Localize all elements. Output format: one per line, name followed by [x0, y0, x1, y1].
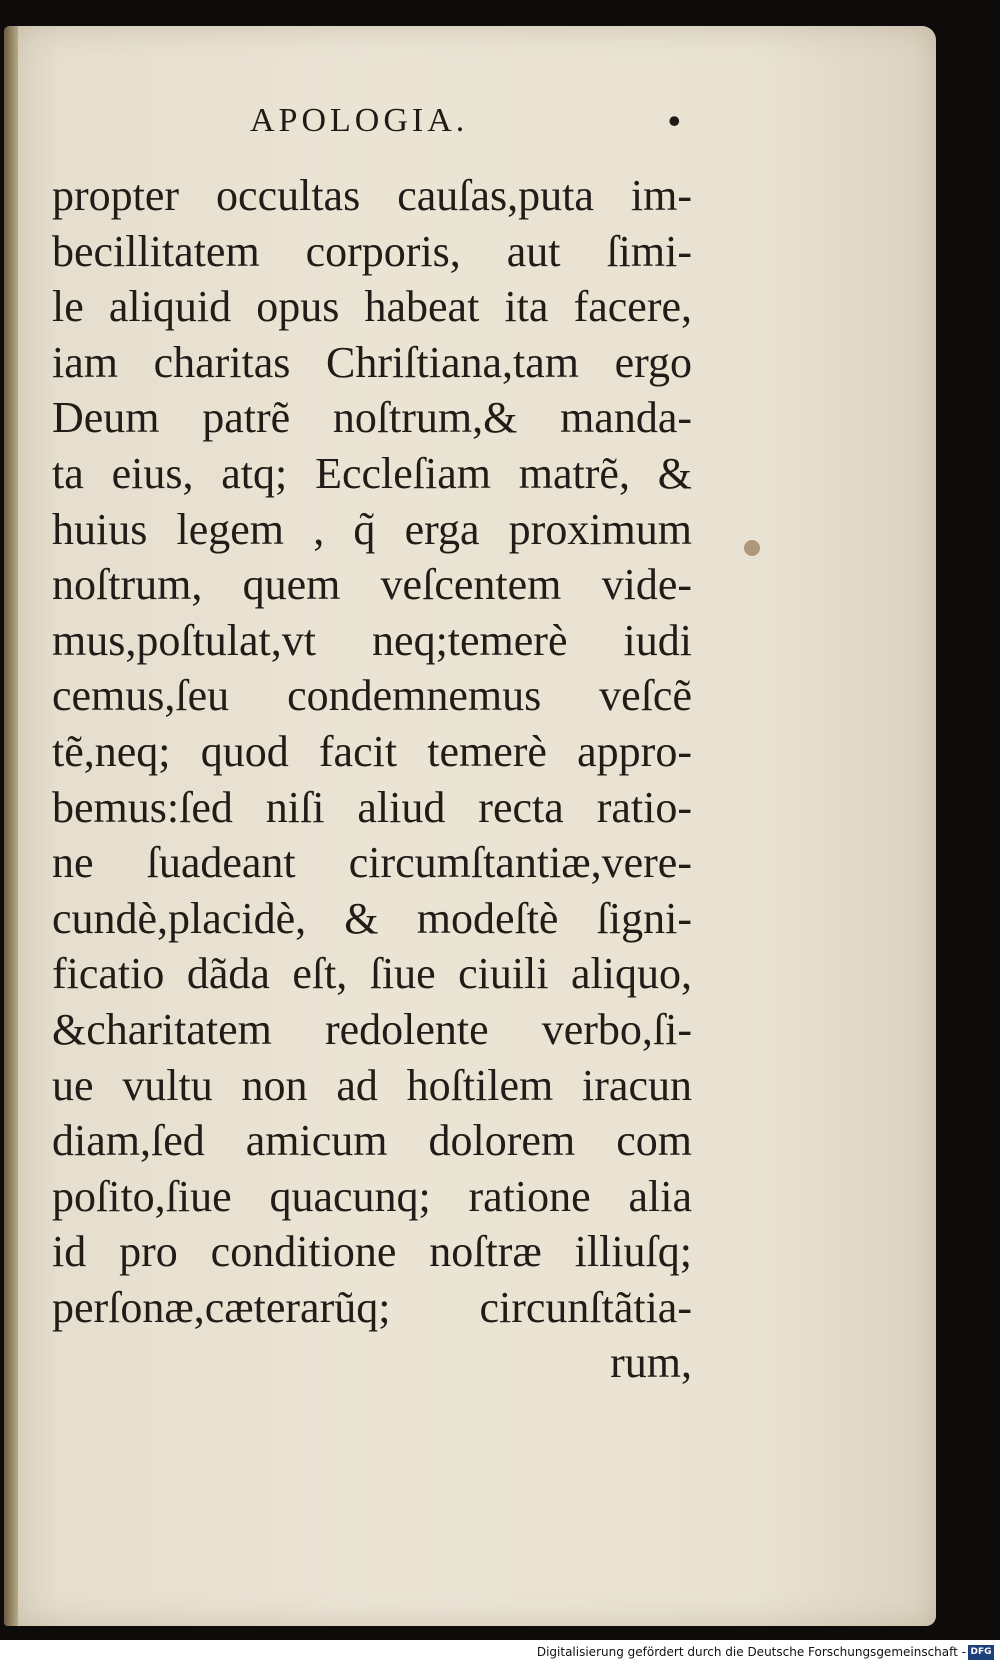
page-gutter — [4, 26, 18, 1626]
text-line: huius legem , q̃ erga proximum — [52, 504, 692, 554]
text-line: ne ſuadeant circumſtantiæ,vere- — [52, 838, 692, 888]
text-line: perſonæ,cæterarũq; circunſtãtia- — [52, 1282, 692, 1332]
running-head — [250, 102, 710, 162]
text-line: le aliquid opus habeat ita facere, — [52, 282, 692, 332]
dfg-logo: DFG — [968, 1645, 994, 1660]
text-line: mus,poſtulat,vt neq;temerè iudi — [52, 615, 692, 665]
text-line: Deum patrẽ noſtrum,& manda- — [52, 393, 692, 443]
text-line: poſito,ſiue quacunq; ratione alia — [52, 1171, 692, 1221]
body-text — [52, 168, 692, 1391]
text-line: &charitatem redolente verbo,ſi- — [52, 1004, 692, 1054]
text-line: tẽ,neq; quod facit temerè appro- — [52, 726, 692, 776]
text-line: diam,ſed amicum dolorem com — [52, 1116, 692, 1166]
paper-stain — [744, 540, 760, 556]
running-head-title: APOLOGIA. — [250, 102, 469, 139]
folio-mark: • — [668, 101, 681, 141]
text-line: id pro conditione noſtræ illiuſq; — [52, 1227, 692, 1277]
funding-credit: Digitalisierung gefördert durch die Deutsche Forschungsgemeinschaft - — [536, 1645, 966, 1659]
text-line: iam charitas Chriſtiana,tam ergo — [52, 337, 692, 387]
text-line: noſtrum, quem veſcentem vide- — [52, 560, 692, 610]
text-line: bemus:ſed niſi aliud recta ratio- — [52, 782, 692, 832]
text-line: ta eius, atq; Eccleſiam matrẽ, & — [52, 448, 692, 498]
digitization-footer — [0, 1640, 1000, 1666]
text-line: ue vultu non ad hoſtilem iracun — [52, 1060, 692, 1110]
text-line: becillitatem corporis, aut ſimi- — [52, 226, 692, 276]
text-line: cundè,placidè, & modeſtè ſigni- — [52, 893, 692, 943]
book-page — [4, 26, 936, 1626]
text-line: propter occultas cauſas,puta im- — [52, 171, 692, 220]
catchword: rum, — [610, 1338, 692, 1388]
text-line: ficatio dãda eſt, ſiue ciuili aliquo, — [52, 949, 692, 999]
text-line: cemus,ſeu condemnemus veſcẽ — [52, 671, 692, 721]
